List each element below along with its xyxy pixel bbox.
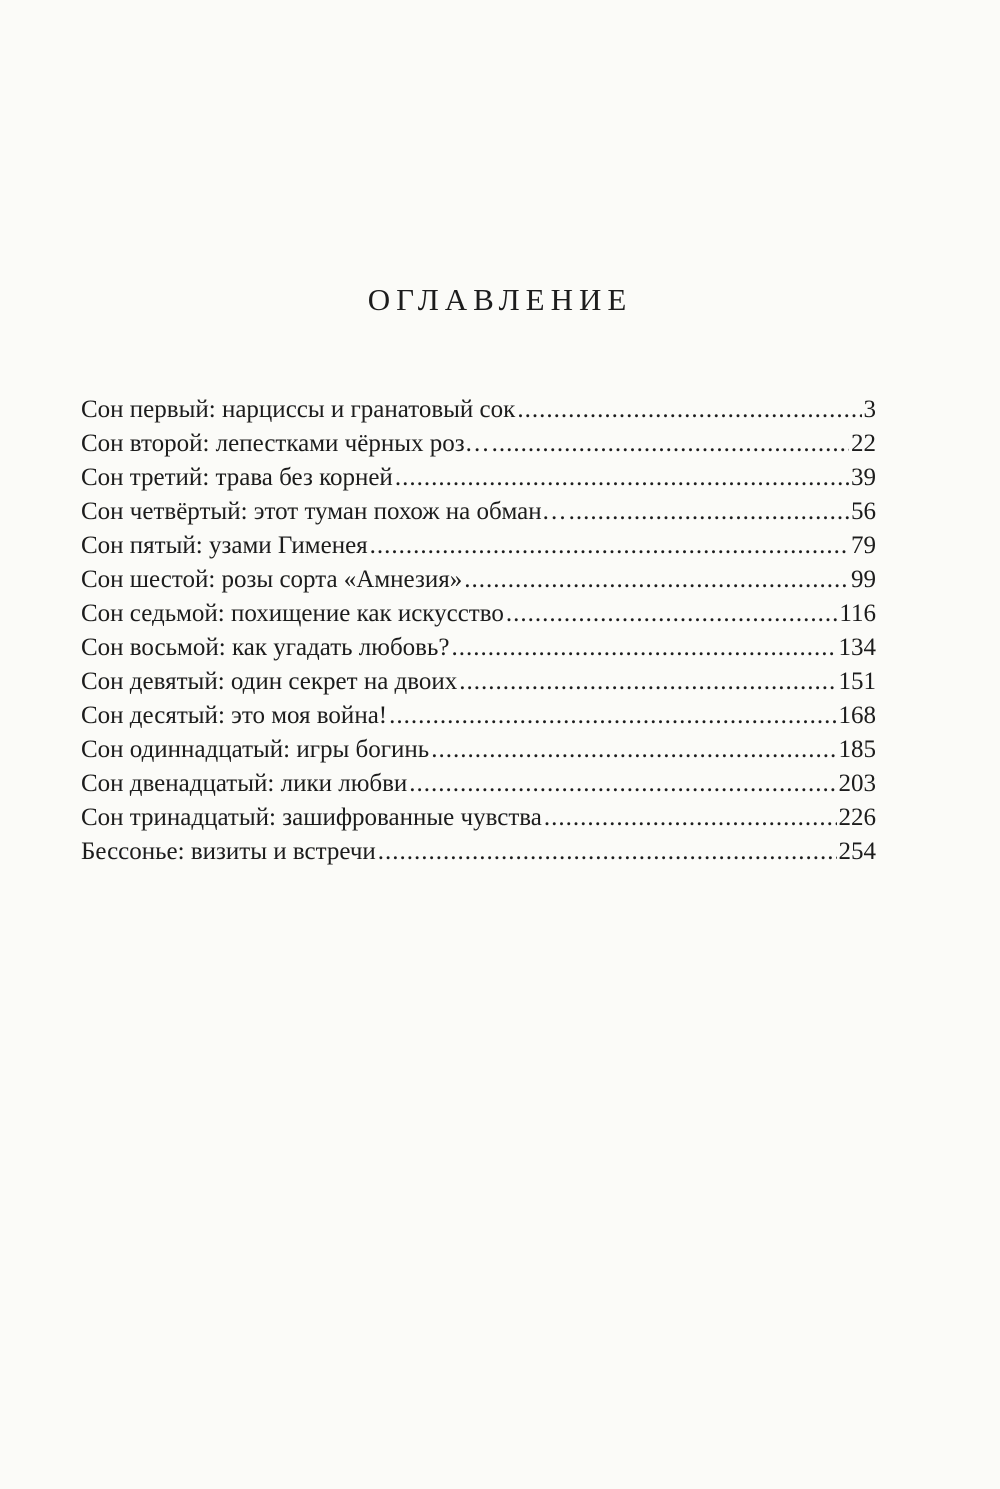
toc-entry-page: 134 bbox=[838, 634, 876, 661]
toc-entry-page: 168 bbox=[838, 702, 876, 729]
toc-entry-label: Сон двенадцатый: лики любви bbox=[81, 770, 408, 797]
toc-entry-label: Сон тринадцатый: зашифрованные чувства bbox=[81, 804, 542, 831]
toc-entry-label: Сон первый: нарциссы и гранатовый сок bbox=[81, 396, 516, 423]
toc-entry bbox=[81, 801, 876, 835]
toc-dot-leader bbox=[569, 495, 849, 529]
toc-entry-label: Сон восьмой: как угадать любовь? bbox=[81, 634, 450, 661]
toc-entry-page: 116 bbox=[839, 600, 876, 627]
toc-dot-leader bbox=[464, 563, 849, 597]
toc-dot-leader bbox=[431, 733, 836, 767]
toc-entry bbox=[81, 767, 876, 801]
toc-entry bbox=[81, 393, 876, 427]
toc-dot-leader bbox=[544, 801, 837, 835]
toc-dot-leader bbox=[378, 835, 837, 869]
toc-entry-page: 185 bbox=[838, 736, 876, 763]
toc-entry bbox=[81, 835, 876, 869]
toc-entry-label: Сон седьмой: похищение как искусство bbox=[81, 600, 504, 627]
toc-entry-page: 203 bbox=[838, 770, 876, 797]
toc-entry-label: Сон второй: лепестками чёрных роз… bbox=[81, 430, 490, 457]
toc-entry bbox=[81, 631, 876, 665]
toc-entry-page: 254 bbox=[838, 838, 876, 865]
toc-entry-label: Бессонье: визиты и встречи bbox=[81, 838, 376, 865]
toc-dot-leader bbox=[395, 461, 849, 495]
toc-dot-leader bbox=[459, 665, 836, 699]
toc-entry-label: Сон одиннадцатый: игры богинь bbox=[81, 736, 430, 763]
toc-dot-leader bbox=[517, 393, 861, 427]
toc-entry bbox=[81, 427, 876, 461]
toc-entry bbox=[81, 495, 876, 529]
toc-entry bbox=[81, 733, 876, 767]
toc-entry bbox=[81, 563, 876, 597]
toc-entry-page: 56 bbox=[851, 498, 876, 525]
toc-entry-page: 22 bbox=[851, 430, 876, 457]
toc-dot-leader bbox=[409, 767, 836, 801]
toc-entry-label: Сон третий: трава без корней bbox=[81, 464, 393, 491]
toc-entry-label: Сон четвёртый: этот туман похож на обман… bbox=[81, 498, 567, 525]
toc-entry-page: 3 bbox=[863, 396, 876, 423]
toc-dot-leader bbox=[389, 699, 836, 733]
toc-entry-page: 79 bbox=[851, 532, 876, 559]
toc-entry-label: Сон девятый: один секрет на двоих bbox=[81, 668, 458, 695]
toc-dot-leader bbox=[506, 597, 838, 631]
toc-entry-page: 99 bbox=[851, 566, 876, 593]
toc-entry bbox=[81, 461, 876, 495]
toc-entry-label: Сон пятый: узами Гименея bbox=[81, 532, 368, 559]
toc-dot-leader bbox=[370, 529, 849, 563]
toc-entry-label: Сон десятый: это моя война! bbox=[81, 702, 388, 729]
toc-dot-leader bbox=[451, 631, 836, 665]
table-of-contents bbox=[81, 393, 876, 869]
toc-entry bbox=[81, 597, 876, 631]
page-title: ОГЛАВЛЕНИЕ bbox=[367, 282, 633, 317]
toc-entry bbox=[81, 665, 876, 699]
toc-entry-label: Сон шестой: розы сорта «Амнезия» bbox=[81, 566, 463, 593]
toc-dot-leader bbox=[492, 427, 849, 461]
toc-entry-page: 39 bbox=[851, 464, 876, 491]
toc-entry bbox=[81, 699, 876, 733]
toc-entry bbox=[81, 529, 876, 563]
toc-entry-page: 226 bbox=[838, 804, 876, 831]
toc-entry-page: 151 bbox=[838, 668, 876, 695]
